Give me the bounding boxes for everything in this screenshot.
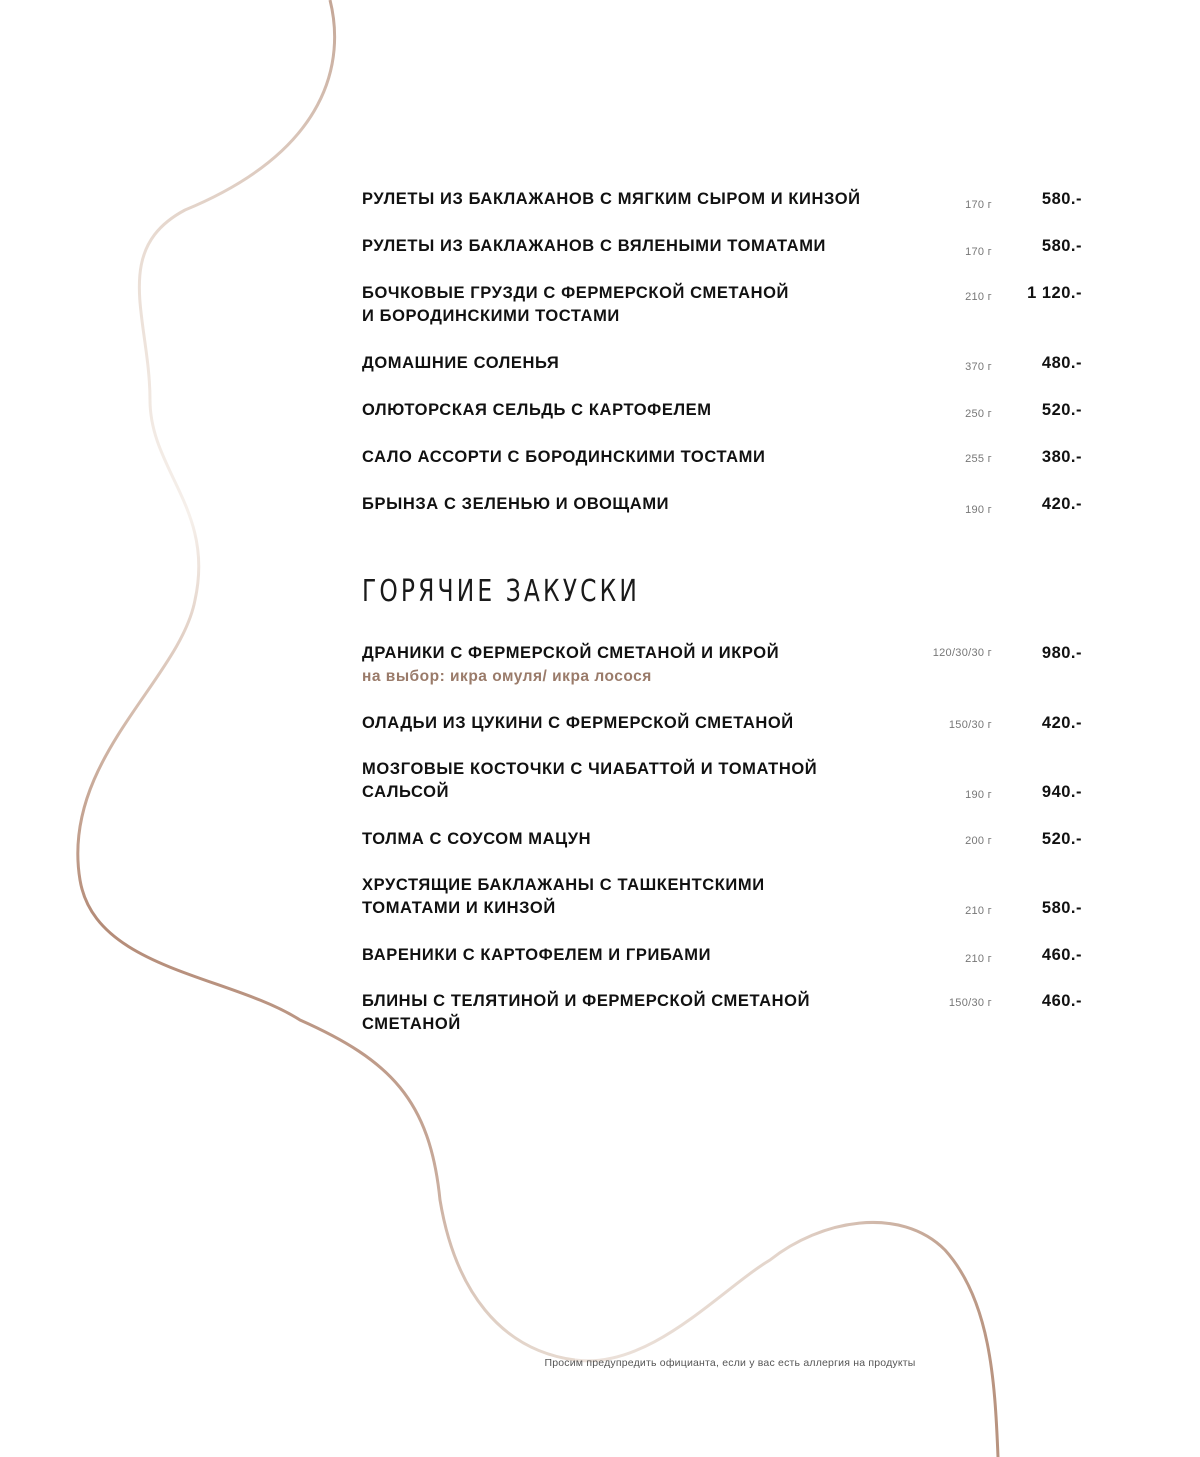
menu-item-name-line: ХРУСТЯЩИЕ БАКЛАЖАНЫ С ТАШКЕНТСКИМИ (362, 876, 765, 894)
menu-item-note: на выбор: икра омуля/ икра лосося (362, 668, 652, 685)
menu-item-name (362, 874, 882, 920)
menu-item-price: 580.- (1041, 237, 1082, 255)
menu-item-name (362, 828, 882, 851)
menu-item-name-line: ОЛЮТОРСКАЯ СЕЛЬДЬ С КАРТОФЕЛЕМ (362, 401, 712, 419)
menu-item-weight: 250 г (965, 408, 992, 420)
menu-item-price: 480.- (1041, 354, 1082, 372)
menu-item-price: 520.- (1041, 401, 1082, 419)
menu-item-price: 380.- (1041, 448, 1082, 466)
menu-item-name-line: ДРАНИКИ С ФЕРМЕРСКОЙ СМЕТАНОЙ И ИКРОЙ (362, 644, 780, 662)
menu-item-name (362, 282, 882, 328)
menu-item-weight: 170 г (965, 246, 992, 258)
menu-item-name-line: РУЛЕТЫ ИЗ БАКЛАЖАНОВ С МЯГКИМ СЫРОМ И КИНЗОЙ (362, 190, 861, 208)
menu-item-name (362, 758, 882, 804)
menu-item-name-line: МОЗГОВЫЕ КОСТОЧКИ С ЧИАБАТТОЙ И ТОМАТНОЙ (362, 760, 818, 778)
menu-item-name-line: ТОМАТАМИ И КИНЗОЙ (362, 899, 556, 917)
menu-item-weight: 120/30/30 г (932, 647, 992, 659)
menu-item-name-line: СМЕТАНОЙ (362, 1015, 461, 1033)
menu-item-name (362, 642, 882, 688)
menu-item-name-line: ТОЛМА С СОУСОМ МАЦУН (362, 830, 592, 848)
section-title-hot-appetizers: ГОРЯЧИЕ ЗАКУСКИ (362, 574, 640, 609)
menu-item-name-line: САЛЬСОЙ (362, 783, 450, 801)
menu-item-name (362, 990, 882, 1036)
menu-item-weight: 370 г (965, 361, 992, 373)
menu-item-weight: 150/30 г (948, 997, 992, 1009)
menu-item-weight: 200 г (965, 835, 992, 847)
menu-item-name (362, 188, 882, 211)
menu-item-price: 1 120.- (1027, 284, 1082, 302)
allergy-notice: Просим предупредить официанта, если у вас есть аллергия на продукты (544, 1357, 916, 1369)
menu-item-price: 460.- (1041, 946, 1082, 964)
menu-item-weight: 190 г (965, 504, 992, 516)
menu-item-price: 520.- (1041, 830, 1082, 848)
menu-item-name-line: БРЫНЗА С ЗЕЛЕНЬЮ И ОВОЩАМИ (362, 495, 670, 513)
menu-item-name (362, 493, 882, 516)
menu-item-price: 580.- (1041, 899, 1082, 917)
menu-item-name-line: САЛО АССОРТИ С БОРОДИНСКИМИ ТОСТАМИ (362, 448, 766, 466)
menu-item-price: 420.- (1041, 495, 1082, 513)
menu-item-weight: 210 г (965, 953, 992, 965)
menu-item-name-line: БОЧКОВЫЕ ГРУЗДИ С ФЕРМЕРСКОЙ СМЕТАНОЙ (362, 284, 789, 302)
menu-item-name-line: ДОМАШНИЕ СОЛЕНЬЯ (362, 354, 560, 372)
menu-item-name-line: ОЛАДЬИ ИЗ ЦУКИНИ С ФЕРМЕРСКОЙ СМЕТАНОЙ (362, 714, 794, 732)
menu-item-name (362, 712, 882, 735)
menu-item-price: 580.- (1041, 190, 1082, 208)
menu-item-name-line: БЛИНЫ С ТЕЛЯТИНОЙ И ФЕРМЕРСКОЙ СМЕТАНОЙ (362, 992, 811, 1010)
menu-item-price: 420.- (1041, 714, 1082, 732)
menu-item-weight: 170 г (965, 199, 992, 211)
menu-item-name-line: ВАРЕНИКИ С КАРТОФЕЛЕМ И ГРИБАМИ (362, 946, 712, 964)
menu-item-price: 460.- (1041, 992, 1082, 1010)
menu-item-name (362, 235, 882, 258)
menu-item-weight: 210 г (965, 291, 992, 303)
menu-item-weight: 190 г (965, 789, 992, 801)
menu-item-name (362, 352, 882, 375)
menu-item-weight: 255 г (965, 453, 992, 465)
menu-item-price: 940.- (1041, 783, 1082, 801)
menu-item-name-line: РУЛЕТЫ ИЗ БАКЛАЖАНОВ С ВЯЛЕНЫМИ ТОМАТАМИ (362, 237, 826, 255)
menu-item-name (362, 446, 882, 469)
menu-item-weight: 210 г (965, 905, 992, 917)
menu-item-price: 980.- (1041, 644, 1082, 662)
menu-item-name (362, 399, 882, 422)
menu-item-weight: 150/30 г (948, 719, 992, 731)
menu-item-name-line: И БОРОДИНСКИМИ ТОСТАМИ (362, 307, 620, 325)
menu-item-name (362, 944, 882, 967)
